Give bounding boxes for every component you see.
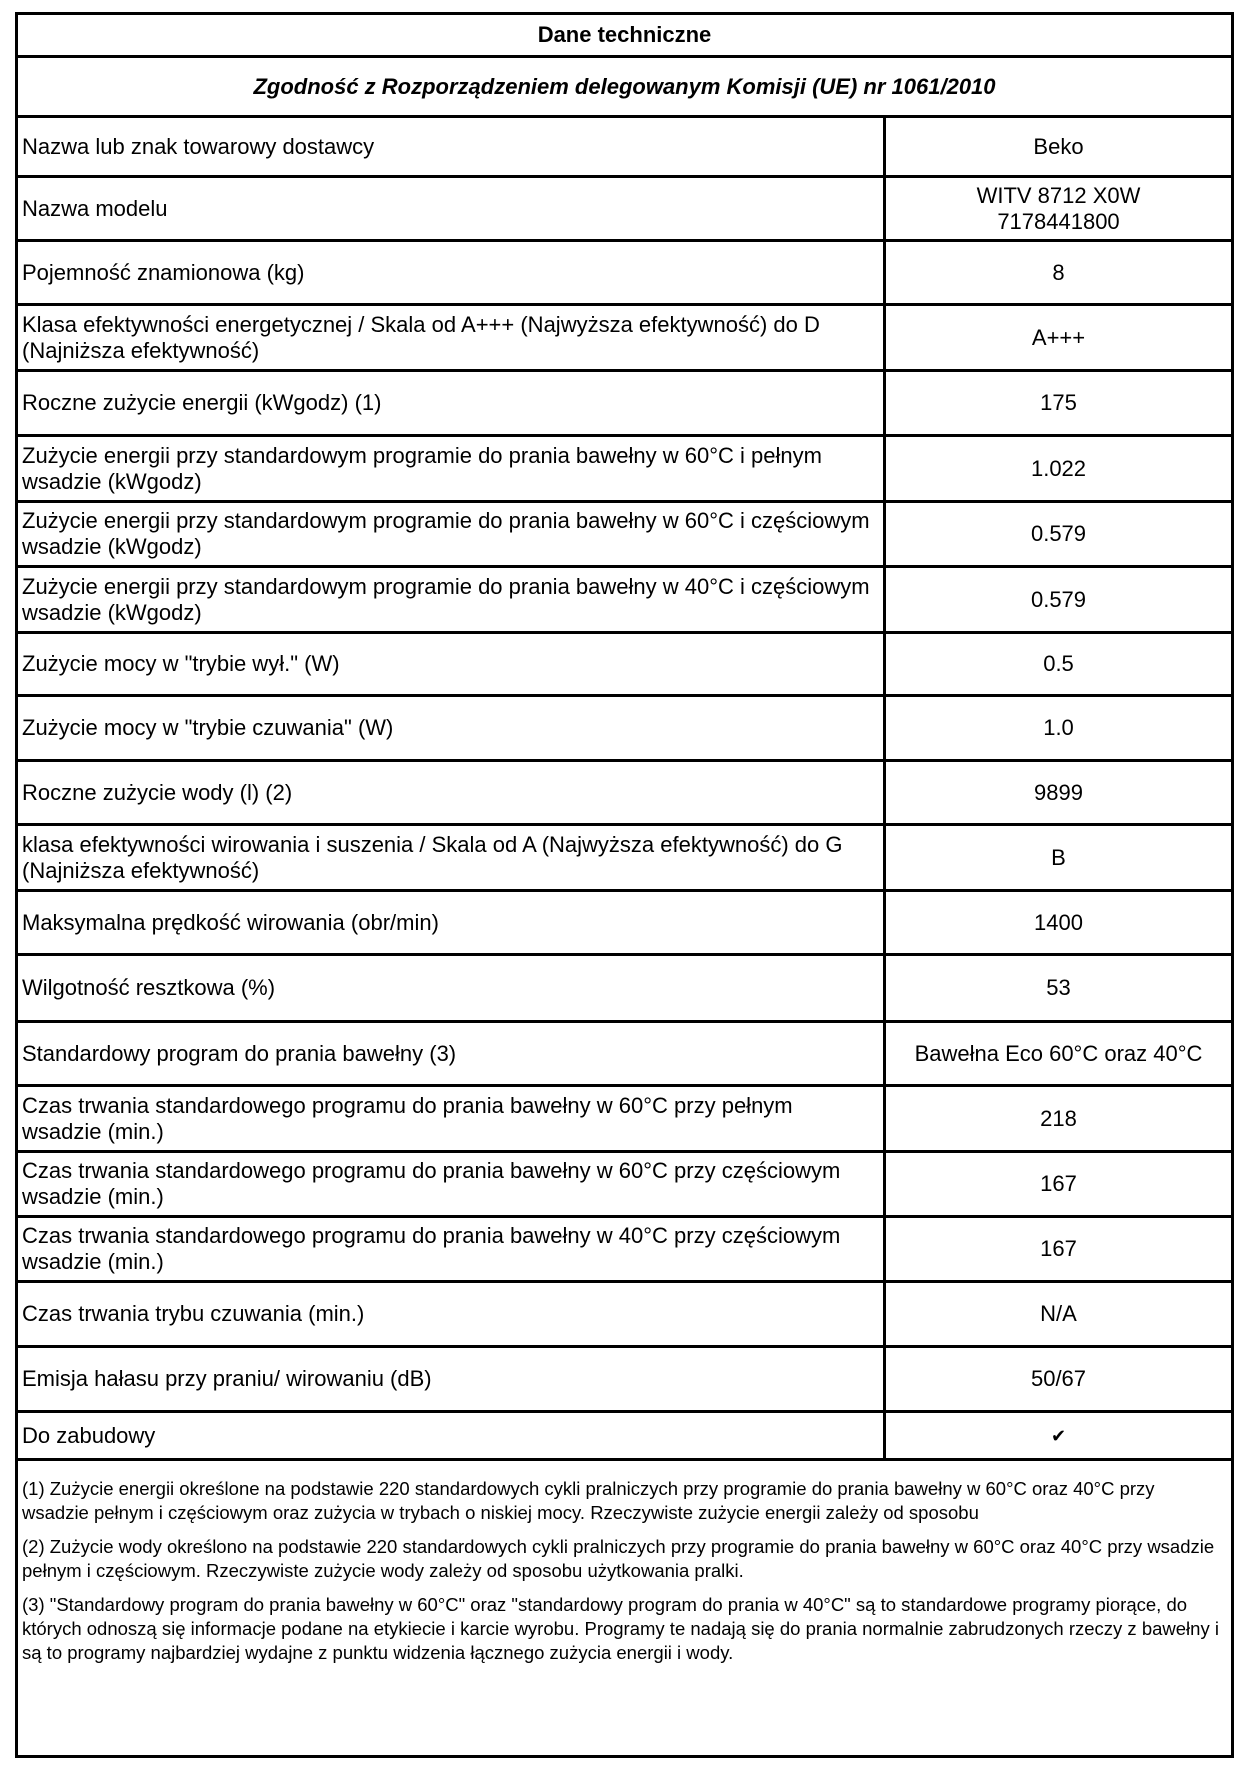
table-row xyxy=(18,826,1231,892)
row-value: 50/67 xyxy=(1030,1366,1087,1391)
row-label: Maksymalna prędkość wirowania (obr/min) xyxy=(18,892,886,953)
row-label: Czas trwania standardowego programu do prania bawełny w 60°C przy pełnym wsadzie (min.) xyxy=(18,1087,886,1150)
row-value: 167 xyxy=(1040,1171,1077,1196)
row-value: Beko xyxy=(1033,133,1084,159)
row-value: Bawełna Eco 60°C oraz 40°C xyxy=(914,1040,1203,1066)
table-row xyxy=(18,1023,1231,1087)
footnote-2: (2) Zużycie wody określono na podstawie 220 standardowych cykli pralniczych przy programie do prania bawełny w 60°C oraz 40°C przy wsadzie pełnym i częściowym. Rzeczywiste zużycie wody zależy od sposobu użytkowania pralki. xyxy=(22,1536,1215,1581)
row-label: Zużycie energii przy standardowym programie do prania bawełny w 60°C i pełnym wsadzie (kWgodz) xyxy=(18,437,886,500)
row-label: Klasa efektywności energetycznej / Skala od A+++ (Najwyższa efektywność) do D (Najniższa efektywność) xyxy=(18,306,886,369)
table-row xyxy=(18,372,1231,437)
table-row xyxy=(18,503,1231,568)
row-label: Zużycie energii przy standardowym programie do prania bawełny w 60°C i częściowym wsadzie (kWgodz) xyxy=(18,503,886,565)
sheet-title: Dane techniczne xyxy=(18,15,1231,58)
row-value: 9899 xyxy=(1034,779,1083,805)
table-row xyxy=(18,306,1231,372)
table-row xyxy=(18,1087,1231,1153)
row-value: 218 xyxy=(1040,1105,1077,1131)
row-label: Standardowy program do prania bawełny (3) xyxy=(18,1023,886,1084)
footnote-3: (3) "Standardowy program do prania bawełny w 60°C" oraz "standardowy program do prania w 40°C" są to standardowe programy piorące, do których odnoszą się informacje podane na etykiecie i karcie wyrobu. Programy te nadają się do prania normalnie zabrudzonych rzeczy z bawełny i są to programy najbardziej wydajne z punktu widzenia łącznego zużycia energii i wody. xyxy=(22,1594,1219,1663)
row-value: N/A xyxy=(1040,1301,1077,1326)
row-value: 1.0 xyxy=(1043,715,1074,740)
table-row xyxy=(18,1413,1231,1461)
row-label: Nazwa lub znak towarowy dostawcy xyxy=(18,118,886,175)
row-value: 0.579 xyxy=(1030,521,1087,546)
row-label: Roczne zużycie energii (kWgodz) (1) xyxy=(18,372,886,434)
table-row xyxy=(18,892,1231,956)
checkmark-icon: ✔ xyxy=(1050,1425,1067,1446)
row-value: 1.022 xyxy=(1030,455,1087,481)
row-label: Do zabudowy xyxy=(18,1413,886,1458)
row-value: 1400 xyxy=(1034,909,1083,935)
technical-data-sheet xyxy=(15,12,1234,1758)
row-label: Zużycie energii przy standardowym programie do prania bawełny w 40°C i częściowym wsadzie (kWgodz) xyxy=(18,568,886,631)
row-value: 167 xyxy=(1040,1236,1077,1261)
row-label: Zużycie mocy w "trybie wył." (W) xyxy=(18,634,886,694)
footnote-1: (1) Zużycie energii określone na podstawie 220 standardowych cykli pralniczych przy programie do prania bawełny w 60°C oraz 40°C przy wsadzie pełnym i częściowym oraz zużycia w trybach o niskiej mocy. Rzeczywiste zużycie energii zależy od sposobu xyxy=(22,1478,1155,1523)
row-label: Emisja hałasu przy praniu/ wirowaniu (dB) xyxy=(18,1348,886,1410)
table-row xyxy=(18,1348,1231,1413)
table-row xyxy=(18,568,1231,634)
table-row xyxy=(18,118,1231,178)
row-value: B xyxy=(1051,844,1066,870)
row-value: WITV 8712 X0W 7178441800 xyxy=(976,182,1141,234)
table-row xyxy=(18,178,1231,242)
table-row xyxy=(18,242,1231,306)
row-label: Nazwa modelu xyxy=(18,178,886,239)
table-row xyxy=(18,762,1231,826)
row-label: Czas trwania standardowego programu do prania bawełny w 40°C przy częściowym wsadzie (min.) xyxy=(18,1218,886,1280)
row-label: klasa efektywności wirowania i suszenia / Skala od A (Najwyższa efektywność) do G (Najniższa efektywność) xyxy=(18,826,886,889)
row-value: A+++ xyxy=(1031,324,1086,350)
table-row xyxy=(18,1283,1231,1348)
row-value: 175 xyxy=(1040,390,1077,415)
spec-table xyxy=(18,118,1231,1461)
row-label: Czas trwania standardowego programu do prania bawełny w 60°C przy częściowym wsadzie (min.) xyxy=(18,1153,886,1215)
table-row xyxy=(18,634,1231,697)
row-label: Czas trwania trybu czuwania (min.) xyxy=(18,1283,886,1345)
table-row xyxy=(18,1218,1231,1283)
table-row xyxy=(18,956,1231,1023)
regulation-subtitle: Zgodność z Rozporządzeniem delegowanym Komisji (UE) nr 1061/2010 xyxy=(18,58,1231,118)
row-label: Pojemność znamionowa (kg) xyxy=(18,242,886,303)
table-row xyxy=(18,1153,1231,1218)
row-value: 0.5 xyxy=(1043,651,1074,676)
row-value: 53 xyxy=(1046,975,1071,1000)
row-label: Zużycie mocy w "trybie czuwania" (W) xyxy=(18,697,886,759)
row-label: Roczne zużycie wody (l) (2) xyxy=(18,762,886,823)
row-value: 0.579 xyxy=(1030,586,1087,612)
row-value: 8 xyxy=(1052,259,1065,285)
table-row xyxy=(18,697,1231,762)
footnotes xyxy=(18,1477,1231,1675)
table-row xyxy=(18,437,1231,503)
row-label: Wilgotność resztkowa (%) xyxy=(18,956,886,1020)
